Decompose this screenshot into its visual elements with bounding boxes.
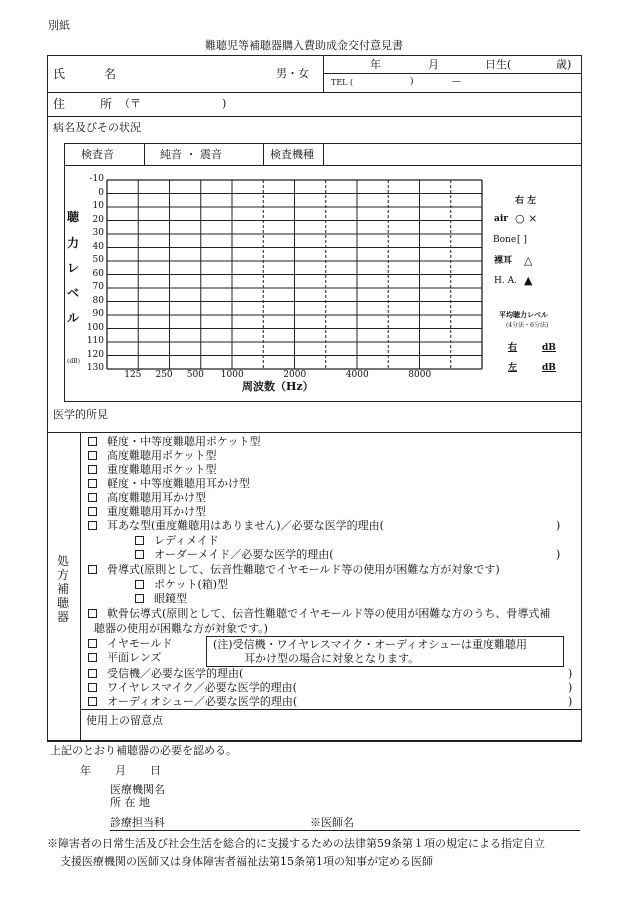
y-tick-label: 90 [92, 309, 104, 319]
y-tick-label: 120 [86, 349, 104, 360]
y-tick-label: 70 [92, 282, 104, 292]
option-bone-conduction[interactable]: 骨導式(原則として、伝音性難聴でイヤモールド等の使用が困難な方が対象です) [88, 564, 500, 575]
y-axis-char-2: 力 [66, 236, 79, 250]
checkbox[interactable] [88, 507, 97, 516]
test-sound-options[interactable]: 純音 ・ 震音 [160, 148, 222, 161]
address-label-2: 所 [100, 97, 113, 111]
option-earmold[interactable]: イヤモールド [88, 638, 172, 649]
y-tick-label: 130 [86, 363, 104, 373]
x-tick-label: 125 [124, 370, 142, 380]
option-receiver[interactable]: 受信機／必要な医学的理由( [88, 668, 243, 679]
usage-notes-label: 使用上の留意点 [86, 714, 163, 727]
age-label: 歳) [556, 58, 572, 71]
cert-month-label: 月 [115, 764, 126, 777]
x-tick-label: 1000 [220, 370, 244, 380]
legend-bone-symbols: [ ] [517, 235, 527, 245]
y-tick-label: -10 [89, 174, 104, 184]
checkbox[interactable] [88, 653, 97, 662]
y-tick-label: 50 [92, 255, 104, 265]
tel-close: ) [410, 77, 414, 87]
option-wireless-mic[interactable]: ワイヤレスマイク／必要な医学的理由( [88, 682, 297, 693]
wireless-close-paren: ) [568, 681, 573, 694]
x-tick-label: 4000 [345, 370, 369, 380]
medical-findings-input[interactable] [120, 405, 575, 430]
section-char-4: 聴 [56, 596, 69, 610]
checkbox[interactable] [88, 565, 97, 574]
note-line-2: 耳かけ型の場合に対象となります。 [244, 652, 420, 665]
y-tick-label: 40 [92, 241, 104, 252]
form-title: 難聴児等補聴器購入費助成金交付意見書 [205, 39, 403, 52]
option-glasses[interactable]: 眼鏡型 [135, 593, 187, 604]
legend-ha-symbol: ▲ [524, 274, 533, 287]
department-label: 診療担当科 [110, 816, 165, 829]
section-char-3: 補 [56, 582, 69, 596]
y-axis-char-1: 聴 [66, 210, 79, 224]
name-label-2: 名 [104, 67, 117, 81]
legend-naked-ear-symbol: △ [524, 254, 533, 267]
cert-day-label: 日 [150, 764, 161, 777]
cartilage-continuation: 聴器の使用が困難な方が対象です。) [94, 622, 268, 635]
y-axis-char-3: レ [66, 261, 79, 275]
x-tick-label: 250 [155, 370, 173, 380]
checkbox[interactable] [135, 550, 144, 559]
option-flat-lens[interactable]: 平面レンズ [88, 652, 161, 663]
section-char-1: 処 [56, 554, 69, 568]
condition-label: 病名及びその状況 [53, 121, 141, 134]
cert-year-label: 年 [80, 764, 91, 777]
legend-avg-title: 平均聴力レベル [499, 310, 548, 319]
institution-address-label: 所 在 地 [110, 796, 150, 809]
test-sound-label: 検査音 [81, 148, 114, 161]
birthday-label: 日生( [485, 58, 512, 71]
note-line-1: (注)受信機・ワイヤレスマイク・オーディオシューは重度難聴用 [213, 638, 528, 651]
legend-bone-label: Bone [493, 235, 517, 245]
y-unit-label: (dB) [67, 358, 80, 365]
x-tick-label: 2000 [283, 370, 307, 380]
postal-close: ) [222, 97, 227, 110]
option-severe-pocket[interactable]: 高度難聴用ポケット型 [88, 450, 216, 461]
option-profound-pocket[interactable]: 重度難聴用ポケット型 [88, 464, 216, 475]
y-tick-label: 30 [92, 228, 104, 238]
legend-avg-method: (4分法・6分法) [506, 322, 549, 329]
audio-shoe-close-paren: ) [568, 695, 573, 708]
test-device-label: 検査機種 [270, 148, 314, 161]
checkbox[interactable] [88, 697, 97, 706]
legend-naked-ear-label: 裸耳 [494, 256, 513, 266]
y-tick-label: 10 [92, 201, 104, 211]
option-pocket-box[interactable]: ポケット(箱)型 [135, 579, 228, 590]
option-mild-bte[interactable]: 軽度・中等度難聴用耳かけ型 [88, 478, 250, 489]
ite-close-paren: ) [556, 519, 561, 532]
option-custom-made[interactable]: オーダーメイド／必要な医学的理由( [135, 549, 334, 560]
physician-name-input[interactable] [362, 812, 572, 830]
legend-header: 右 左 [515, 196, 537, 206]
legend-right-avg[interactable]: 右 dB [508, 343, 556, 353]
footnote-line-2: 支援医療機関の医師又は身体障害者福祉法第15条第1項の知事が定める医師 [60, 855, 433, 868]
tel-label: TEL ( [331, 78, 354, 87]
y-axis-char-5: ル [66, 311, 79, 325]
birth-month-label: 月 [428, 58, 439, 71]
section-char-2: 方 [56, 568, 69, 582]
option-audio-shoe[interactable]: オーディオシュー／必要な医学的理由( [88, 696, 297, 707]
y-tick-label: 100 [86, 322, 104, 333]
institution-name-label: 医療機関名 [110, 783, 165, 796]
checkbox[interactable] [135, 580, 144, 589]
y-tick-label: 60 [92, 268, 104, 279]
tel-dash: — [452, 77, 461, 87]
name-label-1: 氏 [53, 67, 66, 81]
birth-year-label: 年 [370, 58, 381, 71]
checkbox[interactable] [88, 521, 97, 530]
physician-label: ※医師名 [310, 816, 354, 829]
checkbox[interactable] [88, 493, 97, 502]
checkbox[interactable] [88, 451, 97, 460]
y-tick-label: 20 [92, 214, 104, 225]
checkbox[interactable] [135, 594, 144, 603]
certification-statement: 上記のとおり補聴器の必要を認める。 [50, 744, 237, 757]
legend-air-symbols: ○ × [515, 212, 538, 225]
x-axis-label: 周波数（Hz） [242, 380, 314, 393]
option-cartilage-conduction[interactable]: 軟骨伝導式(原則として、伝音性難聴でイヤモールド等の使用が困難な方のうち、骨導式補 [88, 608, 550, 619]
legend-ha-label: H. A. [494, 276, 517, 286]
checkbox[interactable] [88, 609, 97, 618]
checkbox[interactable] [88, 669, 97, 678]
option-ite[interactable]: 耳あな型(重度難聴用はありません)／必要な医学的理由( [88, 520, 384, 531]
y-tick-label: 80 [92, 295, 104, 306]
checkbox[interactable] [88, 479, 97, 488]
x-tick-label: 8000 [408, 370, 432, 380]
address-label-1: 住 [53, 97, 66, 111]
medical-findings-label: 医学的所見 [53, 408, 108, 421]
sex-options[interactable]: 男・女 [276, 67, 309, 80]
checkbox[interactable] [88, 465, 97, 474]
legend-air-label: air [494, 214, 508, 224]
footnote-line-1: ※障害者の日常生活及び社会生活を総合的に支援するための法律第59条第１項の規定による指定自立 [47, 837, 545, 850]
checkbox[interactable] [88, 437, 97, 446]
receiver-close-paren: ) [568, 667, 573, 680]
legend-left-avg[interactable]: 左 dB [508, 363, 556, 373]
option-mild-pocket[interactable]: 軽度・中等度難聴用ポケット型 [88, 436, 260, 447]
option-ready-made[interactable]: レディメイド [135, 535, 219, 546]
postal-label: （〒 [119, 97, 141, 110]
checkbox[interactable] [88, 683, 97, 692]
checkbox[interactable] [135, 536, 144, 545]
y-axis-char-4: ベ [66, 286, 79, 300]
custom-close-paren: ) [556, 548, 561, 561]
checkbox[interactable] [88, 639, 97, 648]
y-tick-label: 110 [86, 336, 104, 346]
usage-notes-input[interactable] [170, 711, 575, 739]
option-severe-bte[interactable]: 高度難聴用耳かけ型 [88, 492, 206, 503]
section-char-5: 器 [56, 610, 69, 624]
x-tick-label: 500 [186, 370, 204, 380]
y-tick-label: 0 [98, 187, 104, 198]
signature-underline [110, 830, 580, 831]
option-profound-bte[interactable]: 重度難聴用耳かけ型 [88, 506, 206, 517]
attachment-label: 別紙 [48, 19, 70, 32]
